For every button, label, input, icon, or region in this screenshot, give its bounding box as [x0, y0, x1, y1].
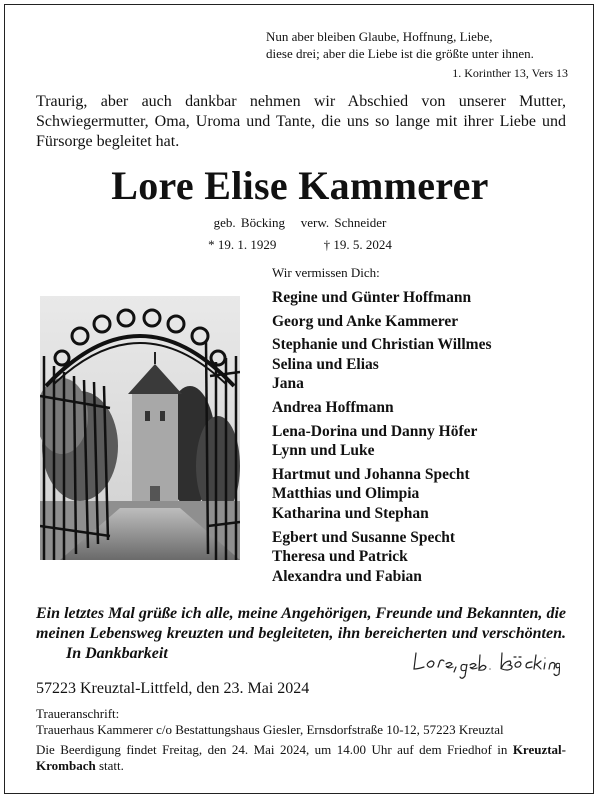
mourner-group: [272, 422, 572, 461]
mourner-group: [272, 312, 572, 332]
closing-sign-lead: In Dankbarkeit: [66, 645, 168, 662]
verse-line-2: diese drei; aber die Liebe ist die größte unter ihnen.: [266, 46, 534, 61]
mourner-name: Alexandra und Fabian: [272, 567, 422, 585]
mourners-intro: Wir vermissen Dich:: [272, 265, 380, 280]
life-dates: [0, 237, 600, 253]
mourner-group: [272, 398, 572, 418]
birth-date: * 19. 1. 1929: [208, 237, 277, 252]
mourner-group: [272, 335, 572, 394]
mourner-group: [272, 288, 572, 308]
verse-source: 1. Korinther 13, Vers 13: [452, 66, 568, 80]
mourners-list: [272, 288, 572, 590]
mourner-name: Regine und Günter Hoffmann: [272, 289, 472, 306]
deceased-name: Lore Elise Kammerer: [111, 163, 489, 208]
address-line: Trauerhaus Kammerer c/o Bestattungshaus Giesler, Ernsdorfstraße 10-12, 57223 Kreuztal: [36, 722, 504, 737]
maiden-names-text: geb. Böcking verw. Schneider: [213, 215, 387, 230]
death-date: † 19. 5. 2024: [323, 237, 392, 252]
mourner-group: [272, 465, 572, 524]
verse-line-1: Nun aber bleiben Glaube, Hoffnung, Liebe,: [266, 29, 493, 44]
maiden-names: [0, 215, 600, 231]
mourner-name: Selina und Elias: [272, 355, 379, 373]
mourner-name: Matthias und Olimpia: [272, 485, 420, 503]
funeral-place: Kreuztal-Krombach: [36, 742, 566, 773]
mourner-name: Theresa und Patrick: [272, 548, 408, 566]
address-label: Traueranschrift:: [36, 706, 120, 721]
mourner-group: [272, 528, 572, 587]
mourner-name: Jana: [272, 375, 304, 393]
church-gate-photo-image: [40, 296, 240, 560]
mourner-name: Andrea Hoffmann: [272, 398, 394, 416]
funeral-text-before: Die Beerdigung findet Freitag, den 24. Mai 2024, um 14.00 Uhr auf dem Friedhof in: [36, 742, 513, 757]
mourner-name: Lena-Dorina und Danny Höfer: [272, 422, 478, 440]
closing-text: Ein letztes Mal grüße ich alle, meine Angehörigen, Freunde und Bekannten, die meinen Lebensweg kreuzten und begleiteten, ihn bereicherten und verschönten.: [36, 605, 566, 642]
mourner-name: Lynn und Luke: [272, 442, 375, 460]
place-and-date: 57223 Kreuztal-Littfeld, den 23. Mai 2024: [36, 680, 310, 697]
handwritten-signature-image: [410, 647, 560, 679]
funeral-text-after: statt.: [95, 758, 124, 773]
mourner-name: Georg und Anke Kammerer: [272, 312, 459, 330]
handwritten-signature: [410, 647, 560, 679]
intro-text: Traurig, aber auch dankbar nehmen wir Abschied von unserer Mutter, Schwiegermutter, Oma, Uroma und Tante, die uns so lange mit ihrer Liebe und Fürsorge begleitet hat.: [36, 93, 566, 150]
mourner-name: Katharina und Stephan: [272, 504, 429, 522]
mourner-name: Egbert und Susanne Specht: [272, 528, 456, 546]
mourner-name: Hartmut und Johanna Specht: [272, 465, 470, 483]
funeral-address: [36, 706, 566, 738]
church-gate-photo: [40, 296, 240, 560]
mourner-name: Stephanie und Christian Willmes: [272, 336, 492, 354]
funeral-info: [36, 742, 566, 774]
bible-verse: [266, 28, 566, 62]
